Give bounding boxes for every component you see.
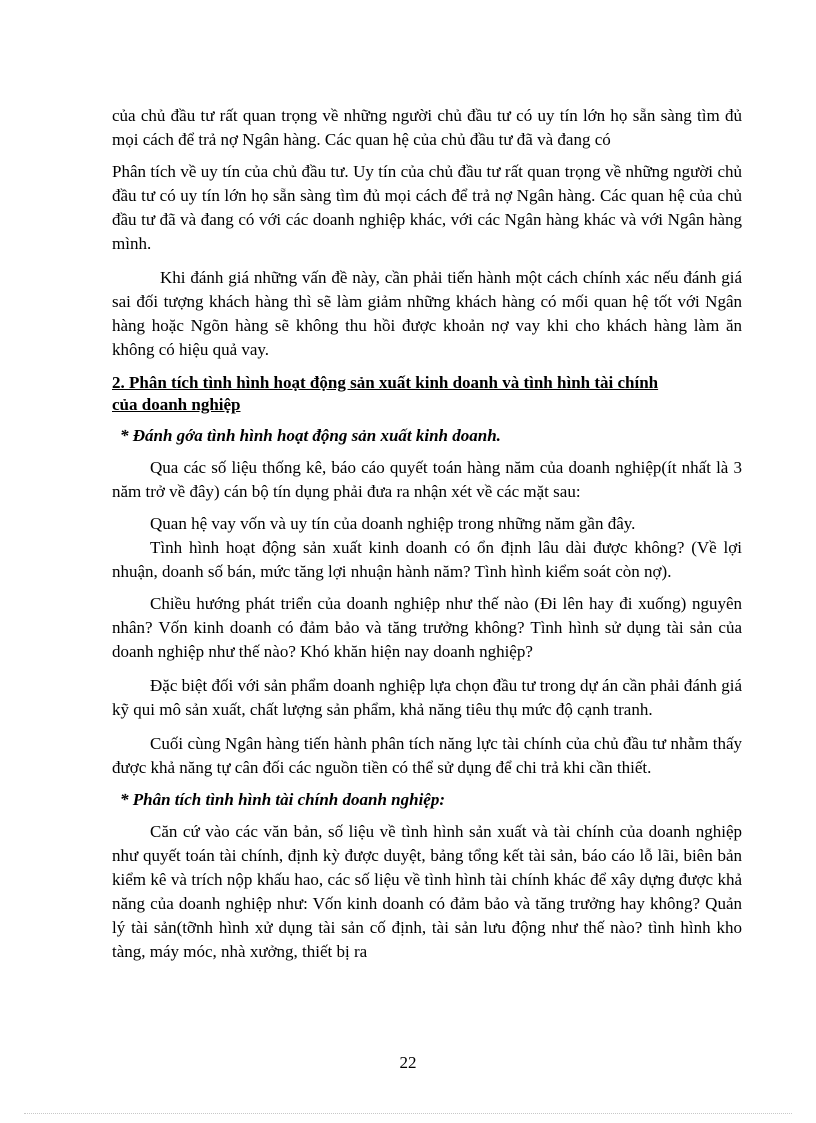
paragraph-business-stability: Tình hình hoạt động sản xuất kinh doanh có ổn định lâu dài được không? (Về lợi nhuận, doanh số bán, mức tăng lợi nhuận hành năm? Tình hình kiểm soát còn nợ).: [112, 538, 742, 581]
page-number: 22: [399, 1053, 417, 1072]
paragraph-financial-capacity: Cuối cùng Ngân hàng tiến hành phân tích năng lực tài chính của chủ đầu tư nhằm thấy được khả năng tự cân đối các nguồn tiền có thể sử dụng để chi trả khi cần thiết.: [112, 734, 742, 777]
paragraph-loan-relationship: Quan hệ vay vốn và uy tín của doanh nghiệp trong những năm gần đây.: [150, 514, 636, 533]
document-page: [112, 104, 742, 964]
paragraph-product-evaluation: Đặc biệt đối với sản phẩm doanh nghiệp lựa chọn đầu tư trong dự án cần phải đánh giá kỹ qui mô sản xuất, chất lượng sản phẩm, khả năng tiêu thụ mức độ cạnh tranh.: [112, 676, 742, 719]
section-heading-line-1: 2. Phân tích tình hình hoạt động sản xuất kinh doanh và tình hình tài chính: [112, 373, 659, 392]
section-heading: [112, 372, 742, 416]
paragraph-statistics: Qua các số liệu thống kê, báo cáo quyết toán hàng năm của doanh nghiệp(ít nhất là 3 năm trở về đây) cán bộ tín dụng phải đưa ra nhận xét về các mặt sau:: [112, 458, 742, 501]
subheading-financial-analysis: * Phân tích tình hình tài chính doanh nghiệp:: [120, 790, 446, 809]
paragraph-evaluation-note: Khi đánh giá những vấn đề này, cần phải tiến hành một cách chính xác nếu đánh giá sai đối tượng khách hàng thì sẽ làm giảm những khách hàng có mối quan hệ tốt với Ngân hàng hoặc Ngõn hàng sẽ không thu hồi được khoản nợ vay khi cho khách hàng làm ăn không có hiệu quả vay.: [112, 268, 742, 359]
paragraph-owner-reputation: Phân tích về uy tín của chủ đầu tư. Uy tín của chủ đầu tư rất quan trọng về những người chủ đầu tư có uy tín lớn họ sẵn sàng tìm đủ mọi cách để trả nợ Ngân hàng. Các quan hệ của chủ đầu tư đã và đang có với các doanh nghiệp khác, với các Ngân hàng khác và với Ngân hàng mình.: [112, 162, 742, 253]
subheading-business-evaluation: * Đánh gớa tình hình hoạt động sản xuất kinh doanh.: [120, 426, 501, 445]
paragraph-continued: của chủ đầu tư rất quan trọng về những người chủ đầu tư có uy tín lớn họ sẵn sàng tìm đủ mọi cách để trả nợ Ngân hàng. Các quan hệ của chủ đầu tư đã và đang có: [112, 106, 742, 149]
page-bottom-divider: [24, 1113, 792, 1114]
section-heading-line-2: của doanh nghiệp: [112, 395, 241, 414]
paragraph-development-direction: Chiều hướng phát triển của doanh nghiệp như thế nào (Đi lên hay đi xuống) nguyên nhân? Vốn kinh doanh có đảm bảo và tăng trưởng không? Tình hình sử dụng tài sản của doanh nghiệp như thế nào? Khó khăn hiện nay doanh nghiệp?: [112, 594, 742, 661]
paragraph-financial-basis: Căn cứ vào các văn bản, số liệu về tình hình sản xuất và tài chính của doanh nghiệp như quyết toán tài chính, định kỳ được duyệt, bảng tổng kết tài sản, báo cáo lỗ lãi, biên bản kiểm kê và trích nộp khấu hao, các số liệu về tình hình tài chính khác để xây dựng được khả năng của doanh nghiệp như: Vốn kinh doanh có đảm bảo và tăng trưởng hay không? Quản lý tài sản(tỡnh hình xử dụng tài sản cố định, tài sản lưu động như thế nào? tình hình kho tàng, máy móc, nhà xưởng, thiết bị ra: [112, 822, 742, 961]
